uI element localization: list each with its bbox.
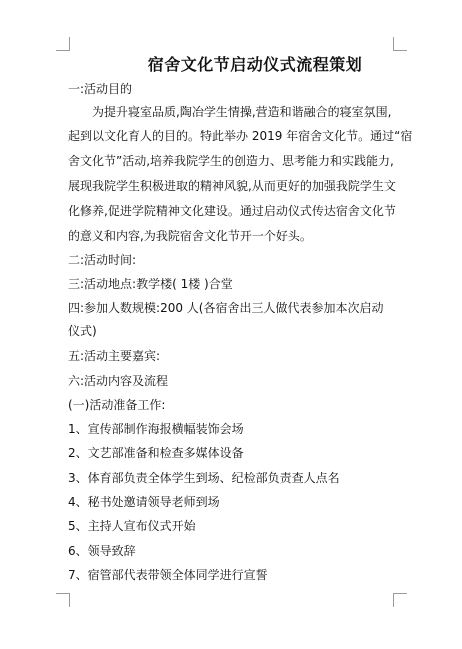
list-item: 5、主持人宣布仪式开始 xyxy=(68,519,196,533)
list-item: 4、秘书处邀请领导老师到场 xyxy=(68,495,220,509)
paragraph-line: 的意义和内容,为我院宿舍文化节开一个好头。 xyxy=(68,229,312,243)
section-heading-content: 六:活动内容及流程 xyxy=(68,374,169,388)
crop-mark-bottom-left-v xyxy=(69,593,70,607)
section-heading-guests: 五:活动主要嘉宾: xyxy=(68,349,161,363)
paragraph-line: 舍文化节”活动,培养我院学生的创造力、思考能力和实践能力, xyxy=(68,154,394,168)
crop-mark-bottom-right-h xyxy=(393,593,407,594)
paragraph-line: 为提升寝室品质,陶冶学生情操,营造和谐融合的寝室氛围, xyxy=(92,105,392,119)
paragraph-line: 起到以文化育人的目的。特此举办 2019 年宿舍文化节。通过“宿 xyxy=(68,129,413,143)
list-item: 7、宿管部代表带领全体同学进行宣誓 xyxy=(68,568,268,582)
list-item: 1、宣传部制作海报横幅装饰会场 xyxy=(68,422,244,436)
crop-mark-top-right-v xyxy=(393,37,394,51)
section-heading-location: 三:活动地点:教学楼( 1楼 )合堂 xyxy=(68,277,233,291)
subsection-heading-preparation: (一)活动准备工作: xyxy=(68,398,166,412)
list-item: 6、领导致辞 xyxy=(68,544,136,558)
section-heading-time: 二:活动时间: xyxy=(68,253,137,267)
crop-mark-top-right-h xyxy=(393,50,407,51)
list-item: 3、体育部负责全体学生到场、纪检部负责查人点名 xyxy=(68,471,340,485)
paragraph-line: 化修养,促进学院精神文化建设。通过启动仪式传达宿舍文化节 xyxy=(68,204,396,218)
crop-mark-top-left-v xyxy=(69,37,70,51)
paragraph-line: 展现我院学生积极进取的精神风貌,从而更好的加强我院学生文 xyxy=(68,179,396,193)
section-heading-participants: 四:参加人数规模:200 人(各宿舍出三人做代表参加本次启动 xyxy=(68,301,384,315)
paragraph-line: 仪式) xyxy=(68,324,97,338)
crop-mark-bottom-right-v xyxy=(393,593,394,607)
list-item: 2、文艺部准备和检查多媒体设备 xyxy=(68,446,244,460)
section-heading-purpose: 一:活动目的 xyxy=(68,82,133,96)
crop-mark-top-left-h xyxy=(56,50,70,51)
document-title: 宿舍文化节启动仪式流程策划 xyxy=(147,55,363,74)
crop-mark-bottom-left-h xyxy=(56,593,70,594)
